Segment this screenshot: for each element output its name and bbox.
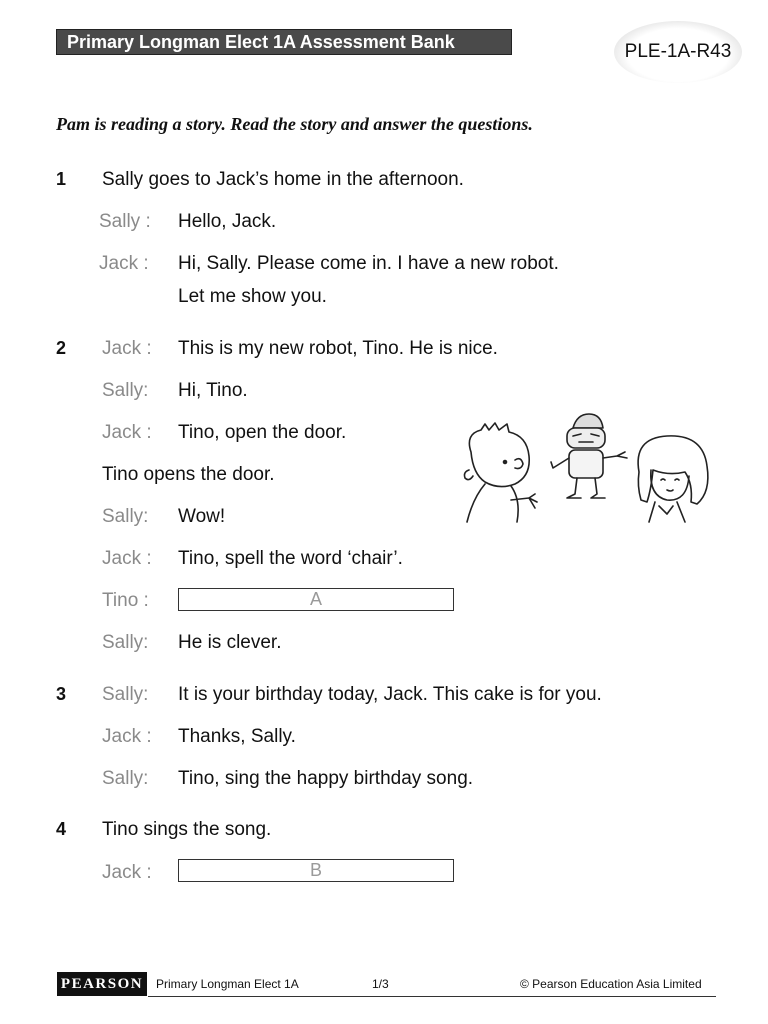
speaker-label: Jack : [102, 548, 152, 569]
dialogue-line: Hi, Sally. Please come in. I have a new robot. [178, 253, 559, 274]
page-number: 1/3 [372, 977, 389, 991]
section-number-1: 1 [56, 169, 67, 189]
speaker-label: Jack : [102, 422, 152, 443]
instruction: Pam is reading a story. Read the story and answer the questions. [56, 114, 533, 134]
dialogue-line: Hi, Tino. [178, 380, 248, 401]
dialogue-line: Thanks, Sally. [178, 726, 296, 747]
dialogue-line: He is clever. [178, 632, 282, 653]
worksheet-code-badge [614, 21, 742, 83]
publisher-logo: PEARSON [57, 972, 147, 996]
dialogue-line: Let me show you. [178, 286, 327, 307]
header-title: Primary Longman Elect 1A Assessment Bank [56, 29, 512, 55]
dialogue-line: Tino, spell the word ‘chair’. [178, 548, 403, 569]
copyright: © Pearson Education Asia Limited [520, 977, 702, 991]
narration: Tino opens the door. [102, 464, 275, 485]
story-illustration [455, 410, 725, 540]
speaker-label: Tino : [102, 590, 149, 611]
dialogue-line: Tino, sing the happy birthday song. [178, 768, 474, 789]
dialogue-line: It is your birthday today, Jack. This cake is for you. [178, 684, 602, 705]
speaker-label: Jack : [99, 253, 149, 274]
footer-book-title: Primary Longman Elect 1A [156, 977, 299, 991]
section-number-3: 3 [56, 684, 67, 704]
section-number-4: 4 [56, 819, 67, 839]
speaker-label: Sally: [102, 768, 149, 789]
dialogue-line: Tino, open the door. [178, 422, 347, 443]
speaker-label: Jack : [102, 726, 152, 747]
speaker-label: Jack : [102, 338, 152, 359]
speaker-label: Sally: [102, 632, 149, 653]
footer-rule [148, 996, 716, 997]
dialogue-line: Wow! [178, 506, 226, 527]
answer-box-b[interactable]: B [178, 859, 454, 882]
speaker-label: Sally: [102, 506, 149, 527]
narration: Tino sings the song. [102, 819, 272, 840]
narration: Sally goes to Jack’s home in the afternoon. [102, 169, 464, 190]
answer-box-a[interactable]: A [178, 588, 454, 611]
speaker-label: Sally : [99, 211, 151, 232]
robot-icon [551, 414, 627, 498]
dialogue-line: Hello, Jack. [178, 211, 277, 232]
girl-icon [638, 436, 708, 522]
section-number-2: 2 [56, 338, 67, 358]
dialogue-line: This is my new robot, Tino. He is nice. [178, 338, 498, 359]
speaker-label: Jack : [102, 862, 152, 883]
speaker-label: Sally: [102, 380, 149, 401]
worksheet-code: PLE-1A-R43 [624, 41, 732, 62]
speaker-label: Sally: [102, 684, 149, 705]
boy-icon [465, 423, 538, 522]
